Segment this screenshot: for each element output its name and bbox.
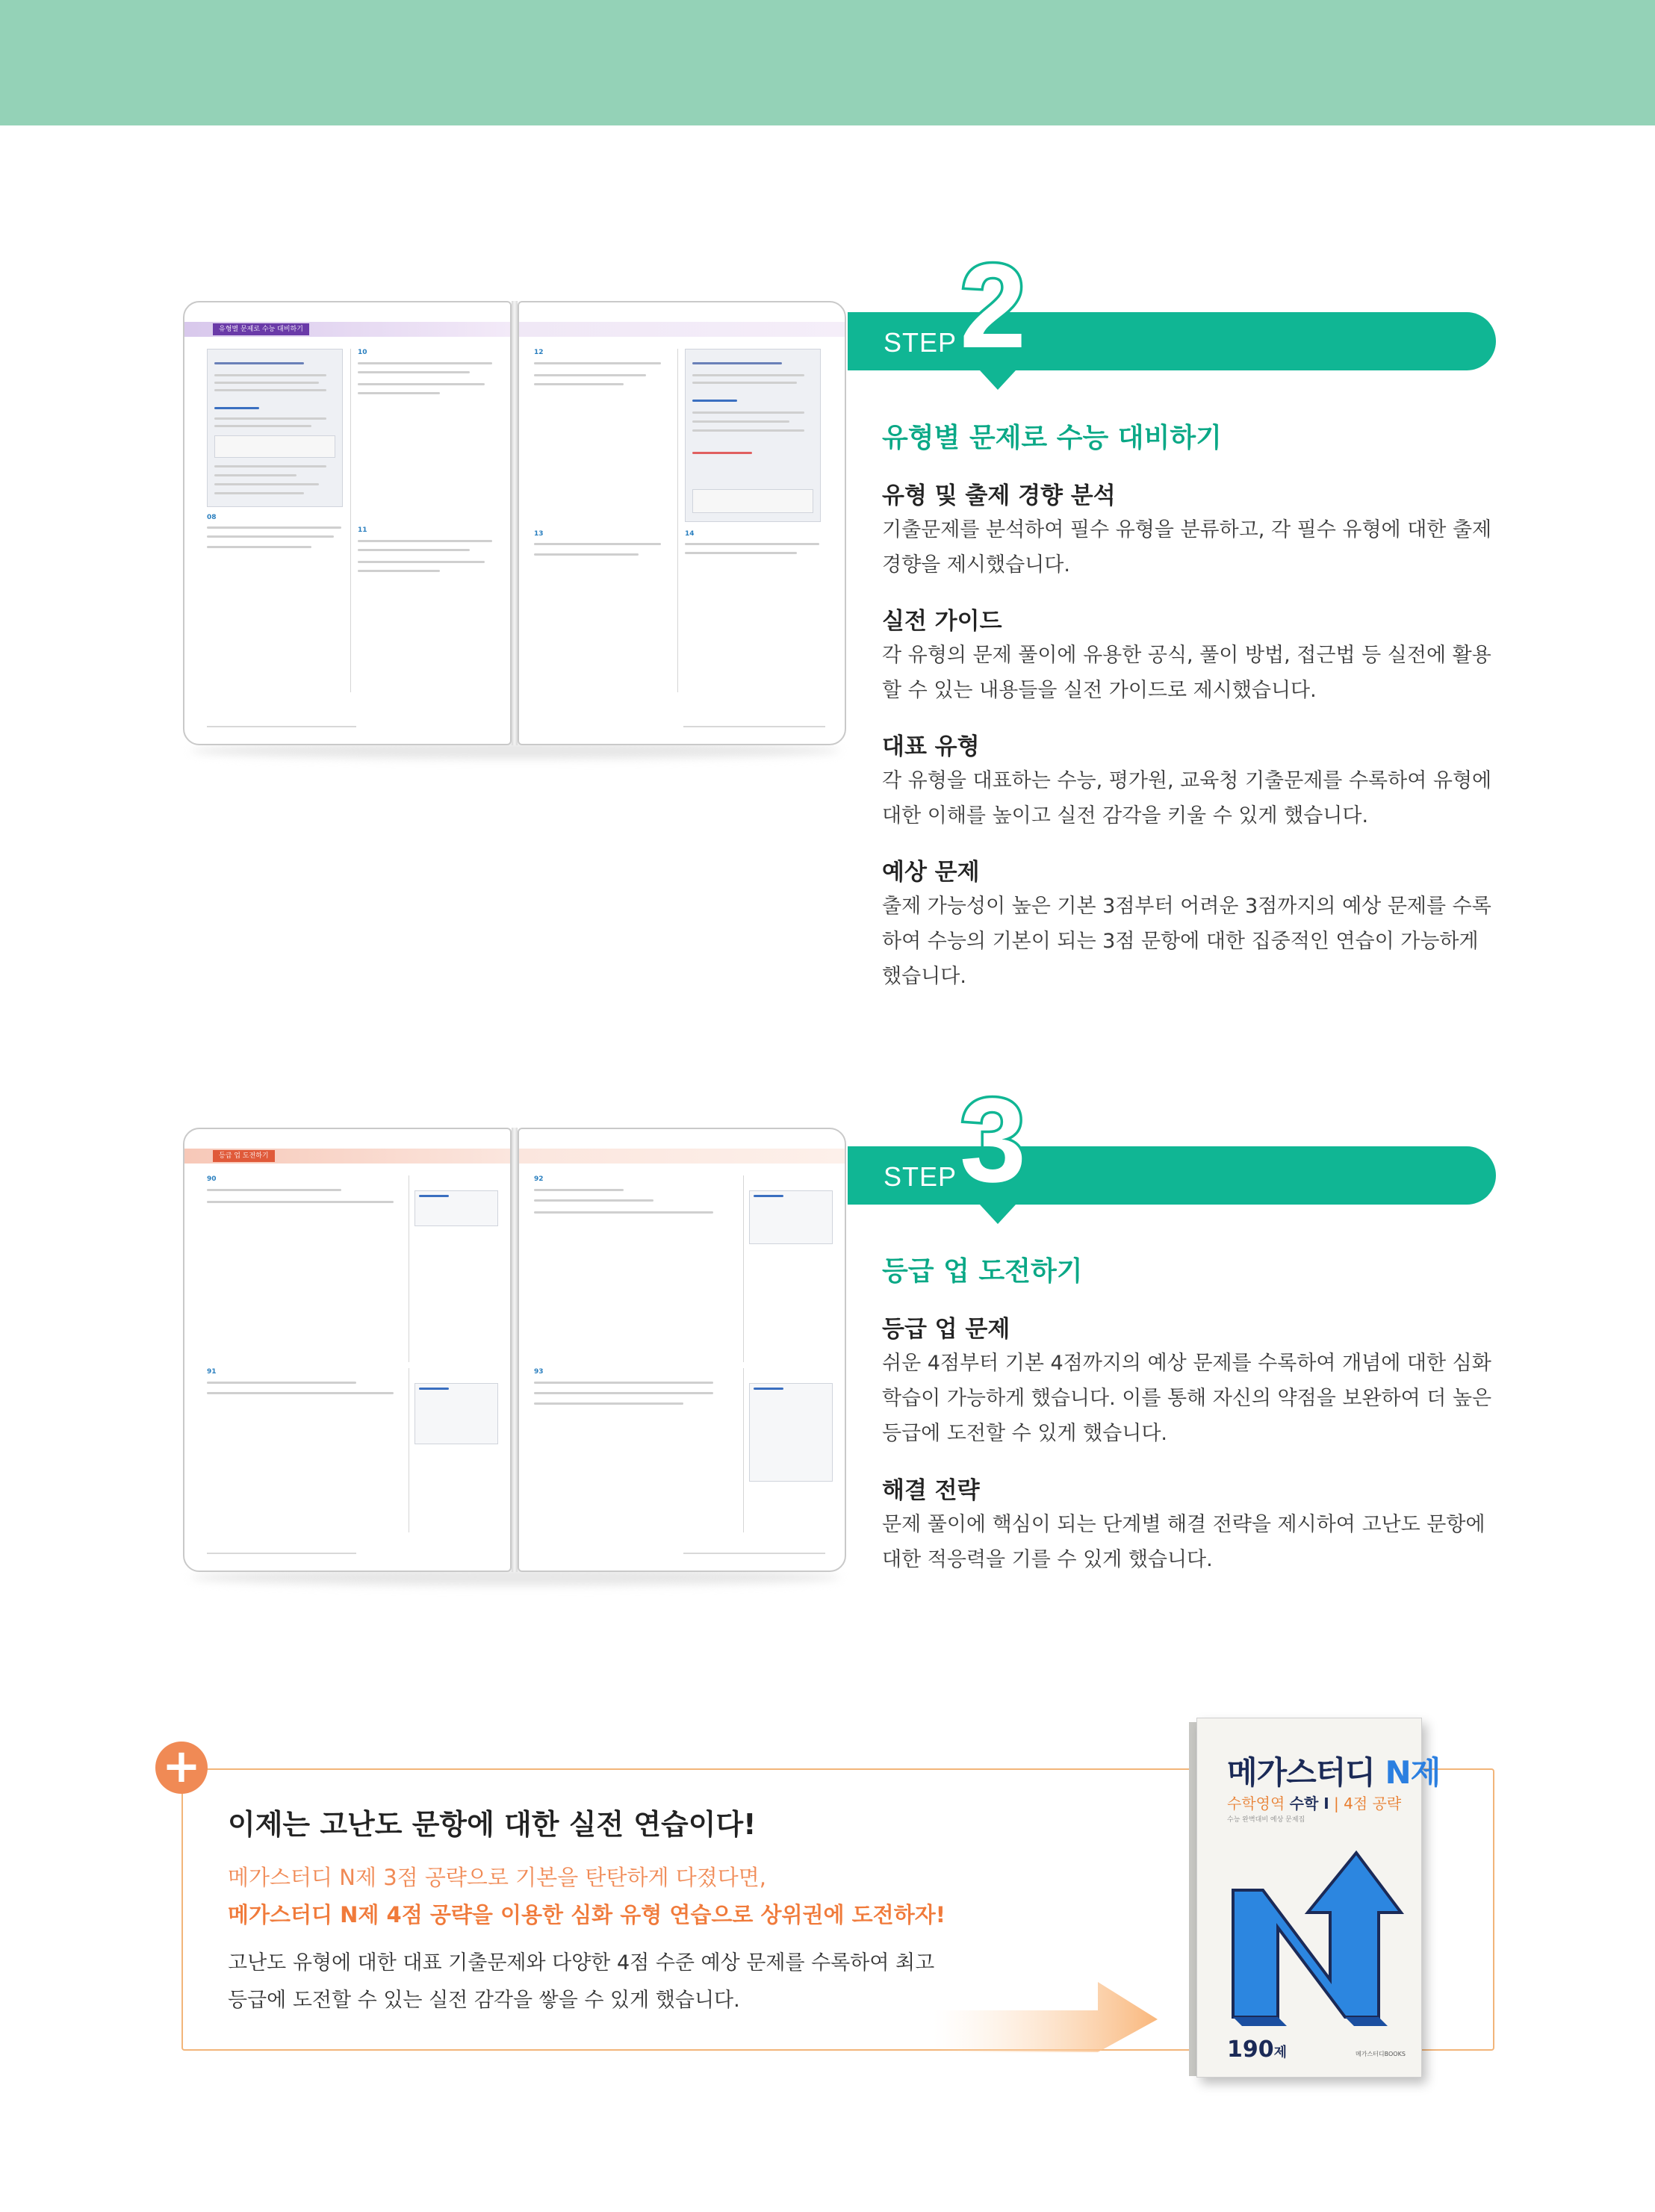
book-title: 메가스터디 N제 [1227, 1754, 1441, 1791]
problem-number: 12 [534, 349, 544, 356]
step3-header-band [848, 1073, 1496, 1207]
book-cover [1196, 1718, 1441, 2085]
section-heading: 예상 문제 [882, 859, 980, 886]
step3-pointer [980, 1205, 1016, 1224]
step2-right-page [518, 301, 846, 745]
promo-title: 이제는 고난도 문항에 대한 실전 연습이다! [228, 1808, 757, 1841]
step2-title: 유형별 문제로 수능 대비하기 [882, 423, 1222, 453]
book-tagline: 수능 완벽대비 예상 문제집 [1227, 1816, 1305, 1824]
section-body: 문제 풀이에 핵심이 되는 단계별 해결 전략을 제시하여 고난도 문항에 대한 적응력을 기를 수 있게 했습니다. [882, 1513, 1485, 1571]
problem-number: 10 [358, 349, 367, 356]
step3-book-spread [183, 1128, 848, 1572]
problem-number: 11 [358, 526, 367, 534]
problem-number: 93 [534, 1368, 544, 1376]
section-body: 각 유형의 문제 풀이에 유용한 공식, 풀이 방법, 접근법 등 실전에 활용할 수 있는 내용들을 실전 가이드로 제시했습니다. [882, 644, 1491, 702]
step3-page-tag: 등급 업 도전하기 [213, 1150, 275, 1162]
problem-number: 92 [534, 1175, 544, 1183]
step2-left-page [183, 301, 512, 745]
problem-number: 08 [207, 514, 217, 521]
section-body: 쉬운 4점부터 기본 4점까지의 예상 문제를 수록하여 개념에 대한 심화 학습이 가능하게 했습니다. 이를 통해 자신의 약점을 보완하여 더 높은 등급에 도전할 수 있게 했습니다. [882, 1352, 1492, 1445]
section-heading: 등급 업 문제 [882, 1316, 1010, 1343]
step2-label: STEP [884, 327, 957, 358]
book-n-logo-icon [1218, 1830, 1405, 2032]
book-subject: 수학영역 수학 I | 4점 공략 [1227, 1795, 1402, 1812]
problem-number: 91 [207, 1368, 217, 1376]
step2-number: 2 [960, 239, 1026, 373]
promo-subtitle-2: 메가스터디 N제 4점 공략을 이용한 심화 유형 연습으로 상위권에 도전하자! [228, 1902, 946, 1927]
section-body: 각 유형을 대표하는 수능, 평가원, 교육청 기출문제를 수록하여 유형에 대한 이해를 높이고 실전 감각을 키울 수 있게 했습니다. [882, 769, 1492, 827]
top-color-band [0, 0, 1655, 125]
step2-page-tag: 유형별 문제로 수능 대비하기 [213, 323, 309, 335]
section-heading: 유형 및 출제 경향 분석 [882, 482, 1116, 509]
section-body: 출제 가능성이 높은 기본 3점부터 어려운 3점까지의 예상 문제를 수록하여 수능의 기본이 되는 3점 문항에 대한 집중적인 연습이 가능하게 했습니다. [882, 895, 1491, 988]
promo-body: 고난도 유형에 대한 대표 기출문제와 다양한 4점 수준 예상 문제를 수록하여 최고 등급에 도전할 수 있는 실전 감각을 쌓을 수 있게 했습니다. [228, 1951, 935, 2012]
section-body: 기출문제를 분석하여 필수 유형을 분류하고, 각 필수 유형에 대한 출제 경향을 제시했습니다. [882, 518, 1492, 577]
section-heading: 해결 전략 [882, 1477, 980, 1504]
step3-title: 등급 업 도전하기 [882, 1256, 1083, 1287]
step3-number: 3 [960, 1073, 1026, 1207]
section-heading: 실전 가이드 [882, 608, 1002, 635]
arrow-icon [934, 1978, 1187, 2052]
step3-label: STEP [884, 1161, 957, 1192]
book-problem-count: 190제 [1227, 2037, 1288, 2063]
step2-header-band [848, 239, 1496, 373]
step2-book-spread [183, 301, 848, 745]
book-publisher: 메가스터디BOOKS [1356, 2051, 1406, 2057]
problem-number: 90 [207, 1175, 217, 1183]
step3-right-page [518, 1128, 846, 1572]
problem-number: 14 [685, 530, 695, 538]
plus-icon: + [155, 1742, 208, 1794]
section-heading: 대표 유형 [882, 733, 980, 760]
problem-number: 13 [534, 530, 544, 538]
promo-subtitle-1: 메가스터디 N제 3점 공략으로 기본을 탄탄하게 다졌다면, [228, 1865, 766, 1890]
step3-left-page [183, 1128, 512, 1572]
step2-pointer [980, 370, 1016, 390]
